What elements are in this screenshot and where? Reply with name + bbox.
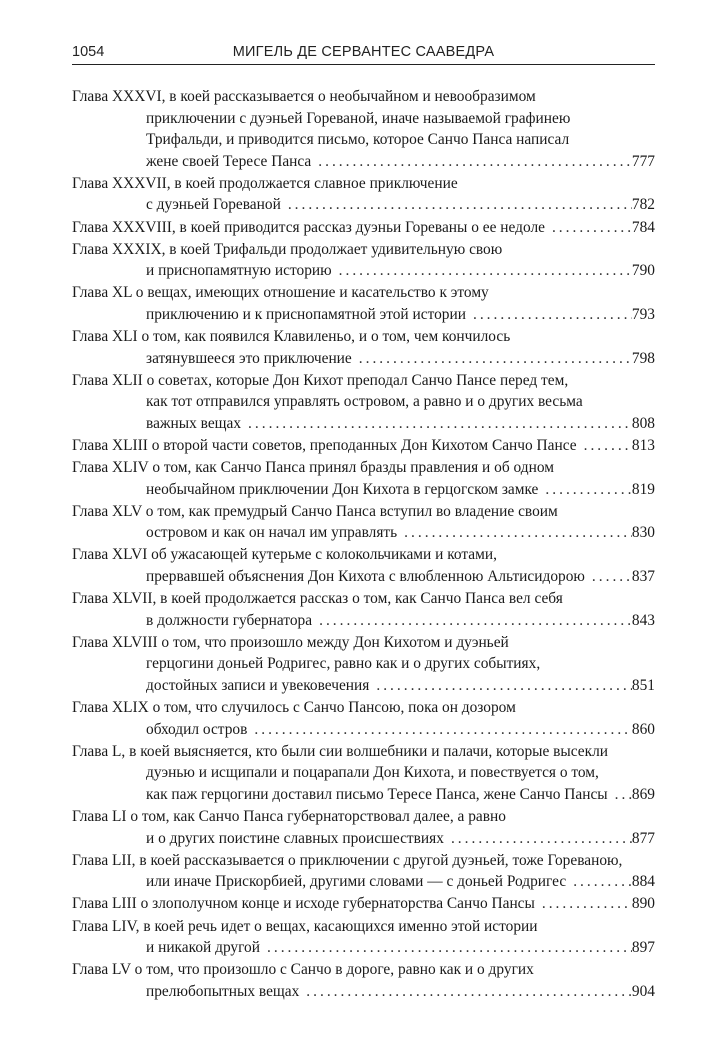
toc-entry-line (72, 479, 655, 501)
toc-entry-line: Глава XLVIII о том, что произошло между Дон Кихотом и дуэньей (72, 633, 509, 651)
toc-entry-line (72, 413, 655, 435)
toc-entry-text: прелюбопытных вещах (146, 982, 300, 1000)
toc-entry-text: Глава LIII о злополучном конце и исходе губернаторства Санчо Пансы (72, 895, 535, 913)
toc-entry-line (72, 719, 655, 741)
toc-entry-line: герцогини доньей Родригес, равно как и о других событиях, (146, 655, 541, 673)
toc-entry[interactable] (72, 544, 655, 587)
toc-page-number: 897 (631, 939, 655, 957)
toc-entry-text: и о других поистине славных происшествиях (146, 829, 444, 847)
dot-leader (241, 413, 632, 435)
dot-leader (311, 151, 632, 173)
toc-entry-line (72, 893, 655, 915)
toc-entry-text: островом и как он начал им управлять (146, 524, 398, 542)
dot-leader (608, 784, 632, 806)
toc-entry[interactable] (72, 697, 655, 740)
running-header (72, 42, 655, 65)
toc-entry-text: важных вещах (146, 414, 242, 432)
toc-page-number: 884 (631, 873, 655, 891)
toc-entry-line (72, 610, 655, 632)
toc-entry-line: Глава XLV о том, как премудрый Санчо Панса вступил во владение своим (72, 502, 558, 520)
toc-entry-text: необычайном приключении Дон Кихота в герцогском замке (146, 480, 539, 498)
dot-leader (247, 719, 632, 741)
toc-entry-line: Глава XLVII, в коей продолжается рассказ о том, как Санчо Панса вел себя (72, 590, 563, 608)
toc-entry-line (72, 151, 655, 173)
toc-entry-line: Глава XXXVI, в коей рассказывается о необычайном и невообразимом (72, 88, 536, 105)
toc-entry-line: Глава LIV, в коей речь идет о вещах, касающихся именно этой истории (72, 917, 538, 935)
toc-entry[interactable] (72, 588, 655, 631)
toc-page-number: 793 (631, 305, 655, 323)
toc-entry-line: Глава L, в коей выясняется, кто были сии волшебники и палачи, которые высекли (72, 742, 609, 760)
toc-entry-line (72, 522, 655, 544)
dot-leader (281, 194, 632, 216)
toc-entry-line (72, 194, 655, 216)
toc-entry-line (72, 435, 655, 457)
toc-entry[interactable] (72, 916, 655, 959)
toc-entry-text: и никакой другой (146, 939, 260, 957)
toc-entry-line (72, 981, 655, 1003)
dot-leader (585, 566, 632, 588)
toc-page-number: 808 (631, 414, 655, 432)
toc-entry[interactable] (72, 435, 655, 457)
toc-entry[interactable] (72, 457, 655, 500)
dot-leader (577, 435, 632, 457)
toc-page-number: 851 (631, 677, 655, 695)
dot-leader (538, 479, 632, 501)
toc-entry-text: Глава XLIII о второй части советов, преподанных Дон Кихотом Санчо Пансе (72, 437, 577, 454)
toc-entry-text: обходил остров (146, 720, 248, 738)
toc-page-number: 777 (631, 152, 655, 170)
toc-entry[interactable] (72, 893, 655, 915)
toc-entry-line (72, 784, 655, 806)
dot-leader (312, 610, 632, 632)
toc-entry[interactable] (72, 806, 655, 849)
toc-entry-line: Глава XLIV о том, как Санчо Панса принял бразды правления и об одном (72, 459, 554, 477)
toc-page-number: 837 (631, 568, 655, 586)
toc-page-number: 790 (631, 262, 655, 280)
toc-entry-line: Глава XLVI об ужасающей кутерьме с колокольчиками и котами, (72, 546, 497, 564)
dot-leader (352, 348, 632, 370)
toc-entry[interactable] (72, 217, 655, 239)
running-title: МИГЕЛЬ ДЕ СЕРВАНТЕС СААВЕДРА (232, 44, 495, 60)
toc-entry-line: Глава LII, в коей рассказывается о приключении с другой дуэньей, тоже Гореваною, (72, 851, 623, 869)
dot-leader (260, 937, 632, 959)
dot-leader (369, 675, 632, 697)
toc-page-number: 813 (631, 437, 655, 454)
toc-entry-line (72, 828, 655, 850)
toc-entry-text: с дуэньей Гореваной (146, 196, 281, 214)
dot-leader (545, 217, 632, 239)
toc-entry[interactable] (72, 282, 655, 325)
toc-entry[interactable] (72, 959, 655, 1002)
toc-entry-line: как тот отправился управлять островом, а равно и о других весьма (146, 393, 583, 411)
toc-entry-line: Глава XLI о том, как появился Клавиленьо, и о том, чем кончилось (72, 328, 511, 346)
toc-page-number: 904 (631, 982, 655, 1000)
toc-entry[interactable] (72, 501, 655, 544)
toc-entry-line: Глава XXXIX, в коей Трифальди продолжает удивительную свою (72, 240, 503, 258)
toc-entry-text: или иначе Прискорбией, другими словами — с доньей Родригес (146, 873, 567, 891)
toc-entry-text: приключению и к приснопамятной этой истории (146, 305, 466, 323)
toc-entry[interactable] (72, 239, 655, 282)
toc-entry[interactable] (72, 632, 655, 697)
toc-entry-line: Глава LI о том, как Санчо Панса губернаторствовал далее, а равно (72, 808, 506, 826)
toc-entry-line (72, 348, 655, 370)
toc-entry-line (72, 937, 655, 959)
toc-entry-text: прервавшей объяснения Дон Кихота с влюбленною Альтисидорою (146, 568, 585, 586)
toc-entry-line (72, 675, 655, 697)
toc-page-number: 830 (631, 524, 655, 542)
page-number: 1054 (72, 44, 105, 60)
dot-leader (466, 304, 632, 326)
toc-entry[interactable] (72, 850, 655, 893)
toc-page-number: 798 (631, 349, 655, 367)
toc-page-number: 843 (631, 611, 655, 629)
dot-leader (566, 871, 632, 893)
toc-entry-line: Глава XLIX о том, что случилось с Санчо Пансою, пока он дозором (72, 699, 516, 717)
toc-entry-line: приключении с дуэньей Гореваной, иначе называемой графинею (146, 109, 571, 127)
toc-entry-line (72, 566, 655, 588)
toc-entry-text: затянувшееся это приключение (146, 349, 352, 367)
toc-entry-line: Трифальди, и приводится письмо, которое Санчо Панса написал (146, 131, 570, 149)
toc-page-number: 890 (631, 895, 655, 913)
toc-entry[interactable] (72, 370, 655, 435)
dot-leader (332, 260, 632, 282)
toc-entry-line (72, 260, 655, 282)
toc-entry-line: Глава XLII о советах, которые Дон Кихот преподал Санчо Пансе перед тем, (72, 371, 569, 389)
toc-entry-line (72, 304, 655, 326)
toc-entry-line: Глава XXXVII, в коей продолжается славное приключение (72, 174, 458, 192)
dot-leader (397, 522, 632, 544)
toc-entry[interactable] (72, 173, 655, 216)
toc-entry-line (72, 217, 655, 239)
toc-page-number: 782 (631, 196, 655, 214)
toc-entry-text: как паж герцогини доставил письмо Тересе Панса, жене Санчо Пансы (146, 786, 608, 803)
toc-entry-text: в должности губернатора (146, 611, 313, 629)
toc-entry[interactable] (72, 86, 655, 172)
toc-entry-text: жене своей Тересе Панса (146, 152, 312, 170)
toc-entry[interactable] (72, 326, 655, 369)
toc-entry[interactable] (72, 741, 655, 806)
toc-entry-text: достойных записи и увековечения (146, 677, 370, 695)
toc-page-number: 819 (631, 480, 655, 498)
dot-leader (444, 828, 632, 850)
toc-page-number: 860 (631, 720, 655, 738)
toc-entry-line: дуэнью и исщипали и поцарапали Дон Кихота, и повествуется о том, (146, 764, 599, 782)
toc-entry-text: и приснопамятную историю (146, 262, 332, 280)
table-of-contents (72, 86, 655, 1003)
toc-entry-line: Глава LV о том, что произошло с Санчо в дороге, равно как и о других (72, 961, 534, 979)
toc-page-number: 877 (631, 829, 655, 847)
toc-entry-line: Глава XL о вещах, имеющих отношение и касательство к этому (72, 284, 489, 302)
dot-leader (535, 893, 632, 915)
dot-leader (299, 981, 632, 1003)
toc-entry-text: Глава XXXVIII, в коей приводится рассказ дуэньи Гореваны о ее недоле (72, 218, 545, 236)
toc-entry-line (72, 871, 655, 893)
toc-page-number: 869 (631, 786, 655, 803)
toc-page-number: 784 (631, 218, 655, 236)
